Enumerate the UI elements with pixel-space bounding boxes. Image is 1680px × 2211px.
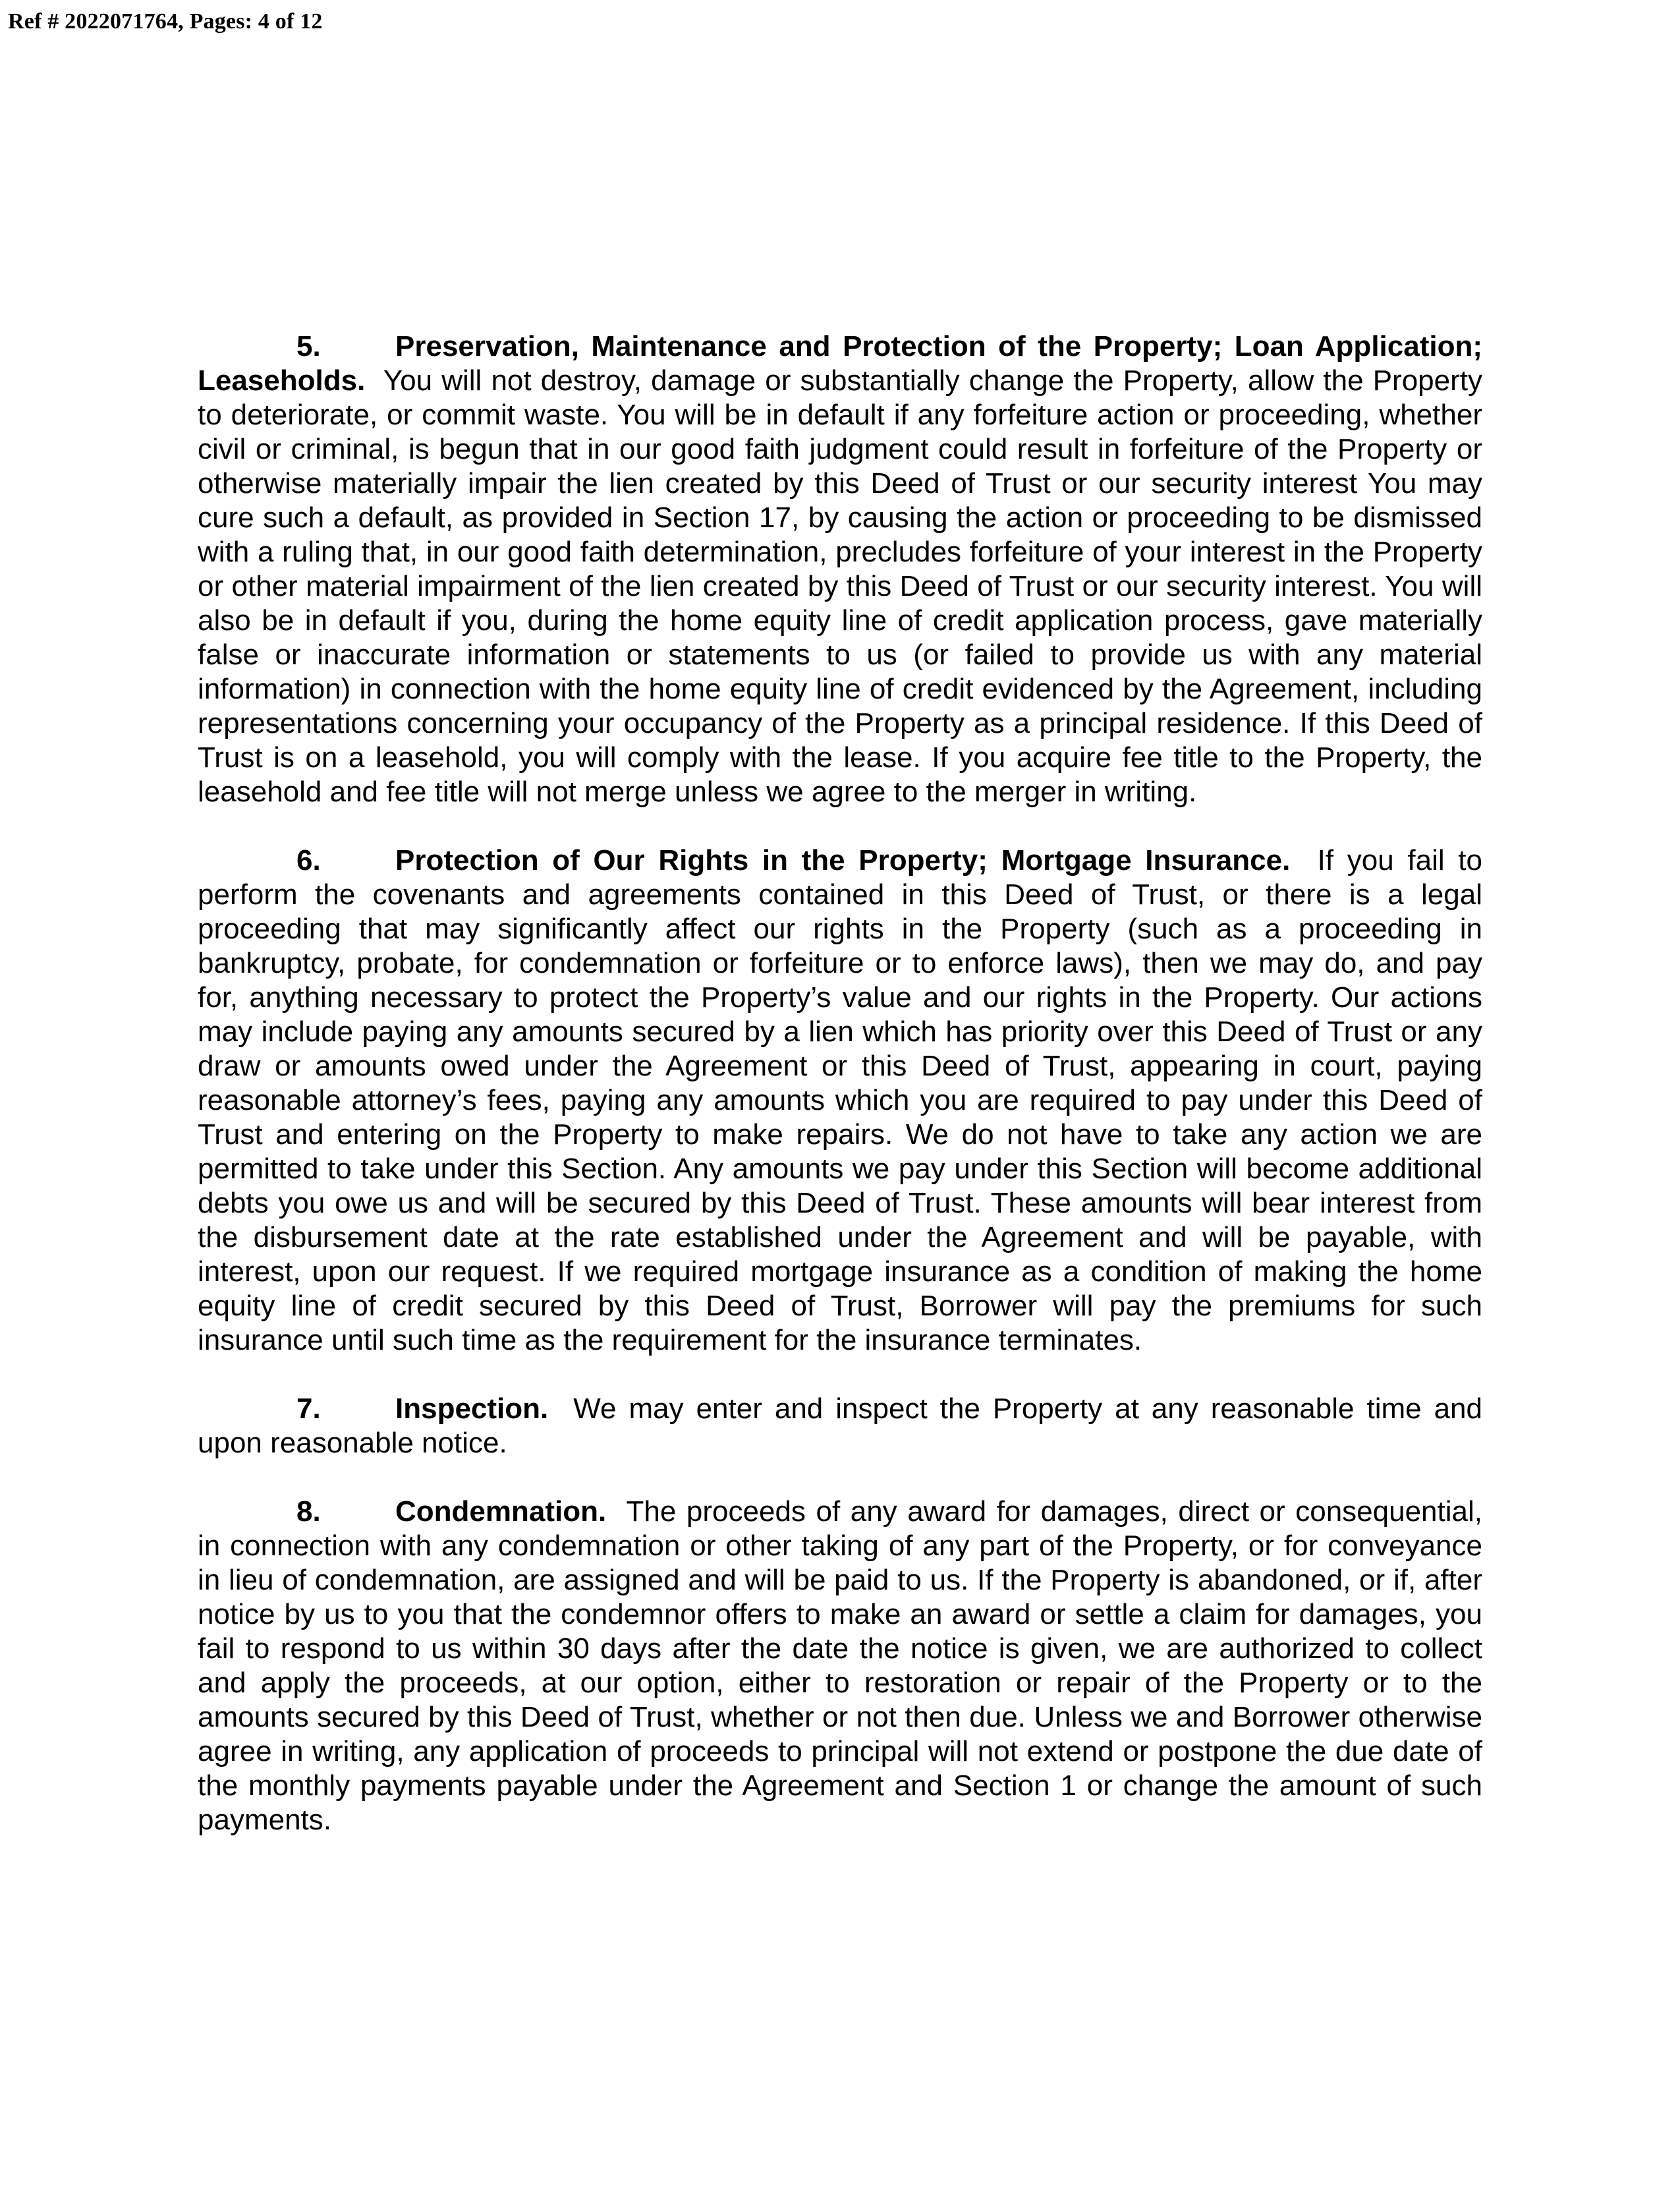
section-body: You will not destroy, damage or substantially change the Property, allow the Property to deteriorate, or commit waste. You will be in default if any forfeiture action or proceeding, whether civil or criminal, is begun that in our good faith judgment could result in forfeiture of the Property or otherwise materially impair the lien created by this Deed of Trust or our security interest You may cure such a default, as provided in Section 17, by causing the action or proceeding to be dismissed with a ruling that, in our good faith determination, precludes forfeiture of your interest in the Property or other material impairment of the lien created by this Deed of Trust or our security interest. You will also be in default if you, during the home equity line of credit application process, gave materially false or inaccurate information or statements to us (or failed to provide us with any material information) in connection with the home equity line of credit evidenced by the Agreement, including representations concerning your occupancy of the Property as a principal residence. If this Deed of Trust is on a leasehold, you will comply with the lease. If you acquire fee title to the Property, the leasehold and fee title will not merge unless we agree to the merger in writing. xyxy=(198,364,1483,808)
section-body: The proceeds of any award for damages, direct or consequential, in connection with any condemnation or other taking of any part of the Property, or for conveyance in lieu of condemnation, are assigned and will be paid to us. If the Property is abandoned, or if, after notice by us to you that the condemnor offers to make an award or settle a claim for damages, you fail to respond to us within 30 days after the date the notice is given, we are authorized to collect and apply the proceeds, at our option, either to restoration or repair of the Property or to the amounts secured by this Deed of Trust, whether or not then due. Unless we and Borrower otherwise agree in writing, any application of proceeds to principal will not extend or postpone the due date of the monthly payments payable under the Agreement and Section 1 or change the amount of such payments. xyxy=(198,1495,1482,1836)
section-number: 8. xyxy=(296,1495,321,1528)
section-number: 6. xyxy=(296,844,321,876)
section-number: 5. xyxy=(296,330,321,362)
section-body: If you fail to perform the covenants and agreements contained in this Deed of Trust, or there is a legal proceeding that may significantly affect our rights in the Property (such as a proceeding in bankruptcy, probate, for condemnation or forfeiture or to enforce laws), then we may do, and pay for, anything necessary to protect the Property’s value and our rights in the Property. Our actions may include paying any amounts secured by a lien which has priority over this Deed of Trust or any draw or amounts owed under the Agreement or this Deed of Trust, appearing in court, paying reasonable attorney’s fees, paying any amounts which you are required to pay under this Deed of Trust and entering on the Property to make repairs. We do not have to take any action we are permitted to take under this Section. Any amounts we pay under this Section will become additional debts you owe us and will be secured by this Deed of Trust. These amounts will bear interest from the disbursement date at the rate established under the Agreement and will be payable, with interest, upon our request. If we required mortgage insurance as a condition of making the home equity line of credit secured by this Deed of Trust, Borrower will pay the premiums for such insurance until such time as the requirement for the insurance terminates. xyxy=(198,844,1483,1356)
document-reference-header: Ref # 2022071764, Pages: 4 of 12 xyxy=(8,9,323,34)
section-8 xyxy=(198,1495,1482,1837)
section-7 xyxy=(198,1392,1482,1460)
section-title: Inspection. xyxy=(395,1393,549,1425)
section-title: Protection of Our Rights in the Property; Mortgage Insurance. xyxy=(395,844,1291,876)
section-title: Condemnation. xyxy=(395,1495,607,1528)
section-6 xyxy=(198,844,1482,1358)
section-title: Preservation, Maintenance and Protection of the Property; Loan Application; Leaseholds. xyxy=(198,330,1482,397)
section-number: 7. xyxy=(296,1393,321,1425)
section-5 xyxy=(198,330,1482,809)
section-body: We may enter and inspect the Property at any reasonable time and upon reasonable notice. xyxy=(198,1393,1482,1459)
document-body xyxy=(198,330,1482,1872)
